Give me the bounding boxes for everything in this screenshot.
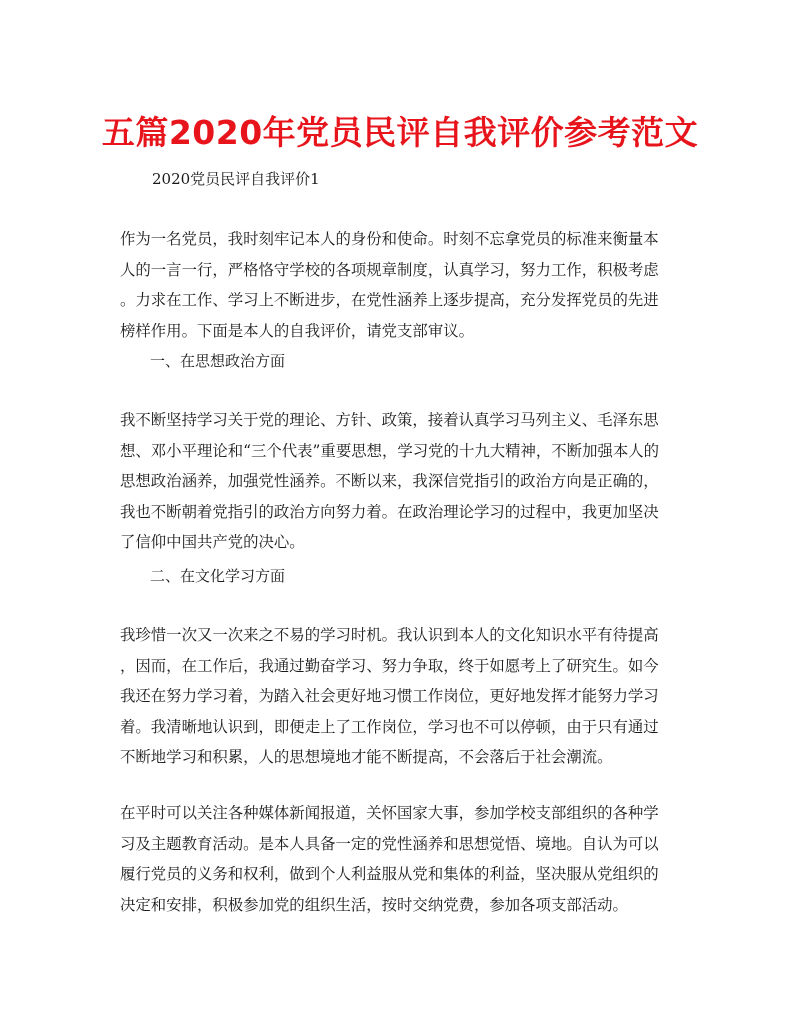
paragraph-line: 作为一名党员，我时刻牢记本人的身份和使命。时刻不忘拿党员的标准来衡量本: [120, 230, 659, 248]
paragraph-line: 想、邓小平理论和“三个代表”重要思想，学习党的十九大精神，不断加强本人的: [120, 441, 660, 460]
document-subtitle: 2020党员民评自我评价1: [152, 170, 320, 188]
paragraph-line: 榜样作用。下面是本人的自我评价，请党支部审议。: [120, 321, 474, 340]
section-heading-political: 一、在思想政治方面: [150, 352, 286, 370]
paragraph-intro: [120, 224, 680, 346]
paragraph-line: 履行党员的义务和权利，做到个人利益服从党和集体的利益，坚决服从党组织的: [120, 865, 659, 883]
paragraph-line: 在平时可以关注各种媒体新闻报道，关怀国家大事，参加学校支部组织的各种学: [120, 804, 659, 822]
paragraph-line: 着。我清晰地认识到，即便走上了工作岗位，学习也不可以停顿，由于只有通过: [120, 717, 659, 736]
paragraph-line: 习及主题教育活动。是本人具备一定的党性涵养和思想觉悟、境地。自认为可以: [120, 834, 659, 853]
document-title: 五篇2020年党员民评自我评价参考范文: [101, 113, 699, 152]
paragraph-line: 我不断坚持学习关于党的理论、方针、政策，接着认真学习马列主义、毛泽东思: [120, 411, 659, 429]
paragraph-daily: [120, 798, 680, 920]
paragraph-line: 决定和安排，积极参加党的组织生活，按时交纳党费，参加各项支部活动。: [120, 895, 628, 914]
paragraph-study: [120, 620, 680, 773]
paragraph-line: 了信仰中国共产党的决心。: [120, 533, 305, 551]
paragraph-line: 我还在努力学习着，为踏入社会更好地习惯工作岗位，更好地发挥才能努力学习: [120, 687, 659, 705]
paragraph-political: [120, 405, 680, 558]
paragraph-line: 不断地学习和积累，人的思想境地才能不断提高，不会落后于社会潮流。: [120, 748, 613, 766]
paragraph-line: 人的一言一行，严格恪守学校的各项规章制度，认真学习，努力工作，积极考虑: [120, 260, 659, 279]
paragraph-line: ，因而，在工作后，我通过勤奋学习、努力争取，终于如愿考上了研究生。如今: [120, 656, 659, 675]
paragraph-line: 思想政治涵养，加强党性涵养。不断以来，我深信党指引的政治方向是正确的，: [120, 472, 659, 490]
paragraph-line: 我珍惜一次又一次来之不易的学习时机。我认识到本人的文化知识水平有待提高: [120, 626, 659, 644]
paragraph-line: 我也不断朝着党指引的政治方向努力着。在政治理论学习的过程中，我更加坚决: [120, 502, 659, 521]
paragraph-line: 。力求在工作、学习上不断进步，在党性涵养上逐步提高，充分发挥党员的先进: [120, 291, 659, 309]
section-heading-study: 二、在文化学习方面: [150, 567, 286, 585]
